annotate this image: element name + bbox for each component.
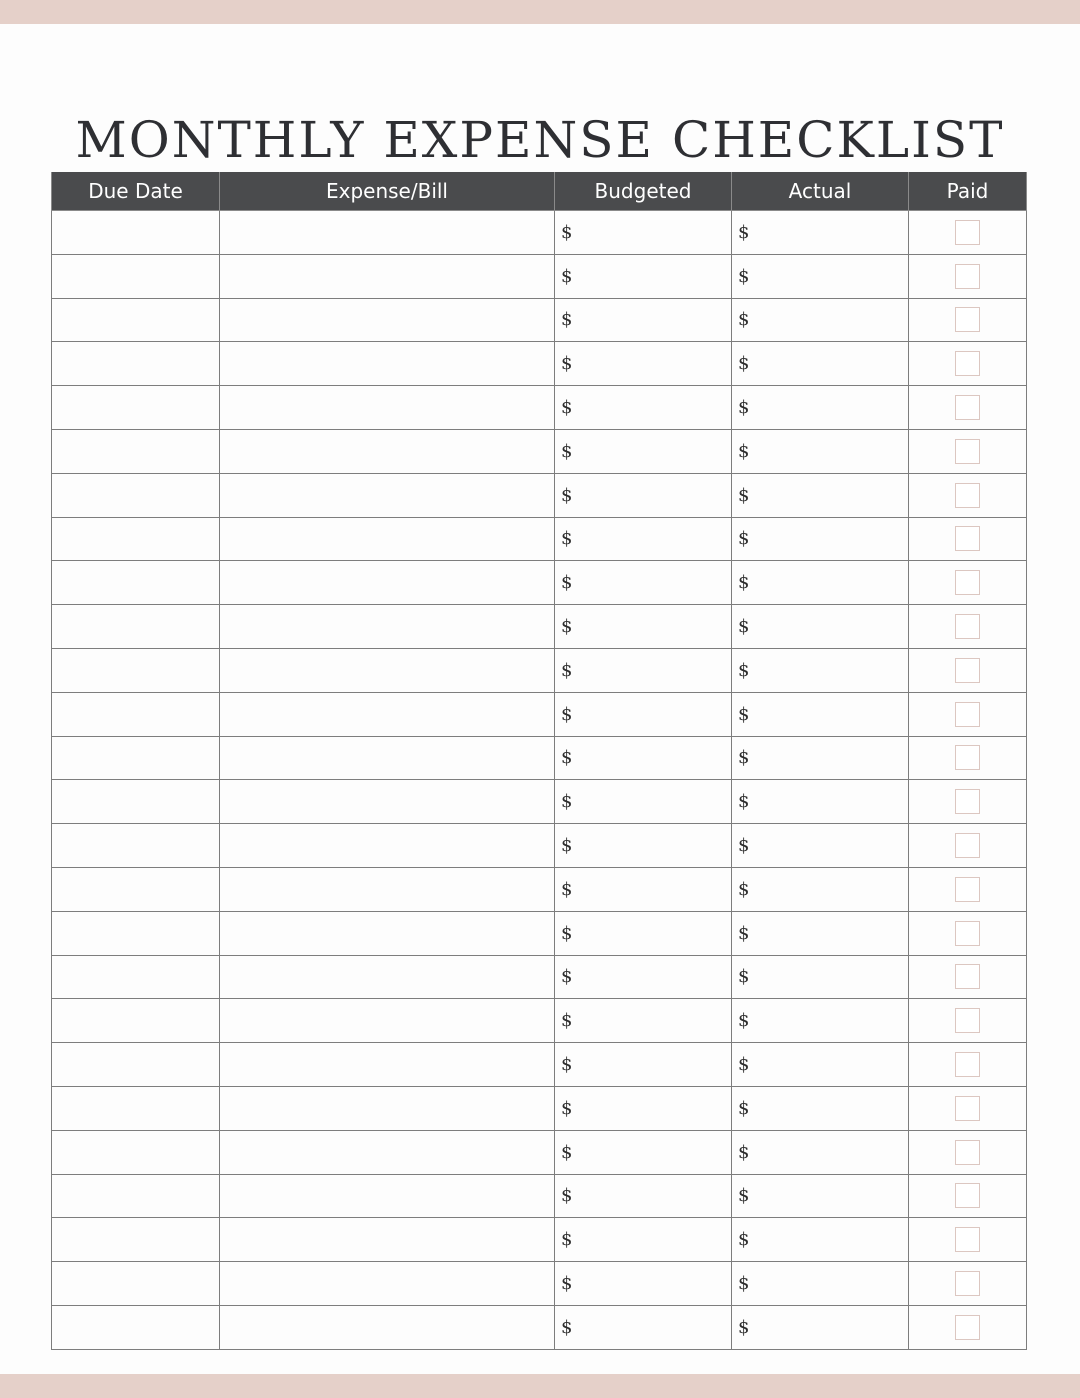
table-row	[52, 911, 1027, 955]
actual-cell[interactable]: $	[732, 780, 909, 824]
expense-bill-cell[interactable]	[220, 1218, 555, 1262]
due-date-cell[interactable]	[52, 1130, 220, 1174]
actual-cell[interactable]: $	[732, 1130, 909, 1174]
table-row	[52, 211, 1027, 255]
expense-bill-cell[interactable]	[220, 298, 555, 342]
paid-checkbox[interactable]	[955, 1315, 980, 1340]
paid-checkbox[interactable]	[955, 702, 980, 727]
expense-bill-cell[interactable]	[220, 1305, 555, 1349]
due-date-cell[interactable]	[52, 1218, 220, 1262]
expense-bill-cell[interactable]	[220, 561, 555, 605]
paid-checkbox[interactable]	[955, 789, 980, 814]
top-decorative-band	[0, 0, 1080, 24]
budgeted-cell[interactable]: $	[555, 1218, 732, 1262]
due-date-cell[interactable]	[52, 298, 220, 342]
expense-bill-cell[interactable]	[220, 999, 555, 1043]
paid-checkbox[interactable]	[955, 1008, 980, 1033]
paid-checkbox[interactable]	[955, 526, 980, 551]
actual-cell[interactable]: $	[732, 1262, 909, 1306]
paid-checkbox[interactable]	[955, 307, 980, 332]
expense-table	[51, 172, 1027, 1350]
paid-checkbox[interactable]	[955, 483, 980, 508]
due-date-cell[interactable]	[52, 473, 220, 517]
table-row	[52, 342, 1027, 386]
actual-cell[interactable]: $	[732, 692, 909, 736]
budgeted-cell[interactable]: $	[555, 911, 732, 955]
budgeted-cell[interactable]: $	[555, 429, 732, 473]
table-row	[52, 386, 1027, 430]
table-row	[52, 1086, 1027, 1130]
table-row	[52, 517, 1027, 561]
due-date-cell[interactable]	[52, 517, 220, 561]
actual-cell[interactable]: $	[732, 1174, 909, 1218]
actual-cell[interactable]: $	[732, 1086, 909, 1130]
budgeted-cell[interactable]: $	[555, 736, 732, 780]
due-date-cell[interactable]	[52, 429, 220, 473]
table-row	[52, 780, 1027, 824]
actual-cell[interactable]: $	[732, 911, 909, 955]
paid-cell	[909, 955, 1027, 999]
expense-bill-cell[interactable]	[220, 911, 555, 955]
table-row	[52, 824, 1027, 868]
paid-cell	[909, 561, 1027, 605]
budgeted-cell[interactable]: $	[555, 955, 732, 999]
actual-cell[interactable]: $	[732, 648, 909, 692]
paid-checkbox[interactable]	[955, 833, 980, 858]
paid-cell	[909, 517, 1027, 561]
actual-cell[interactable]: $	[732, 867, 909, 911]
table-row	[52, 429, 1027, 473]
paid-cell	[909, 867, 1027, 911]
expense-bill-cell[interactable]	[220, 1174, 555, 1218]
paid-checkbox[interactable]	[955, 921, 980, 946]
paid-cell	[909, 254, 1027, 298]
due-date-cell[interactable]	[52, 1086, 220, 1130]
budgeted-cell[interactable]: $	[555, 386, 732, 430]
expense-bill-cell[interactable]	[220, 1043, 555, 1087]
paid-checkbox[interactable]	[955, 1227, 980, 1252]
budgeted-cell[interactable]: $	[555, 1130, 732, 1174]
paid-cell	[909, 1262, 1027, 1306]
paid-checkbox[interactable]	[955, 877, 980, 902]
budgeted-cell[interactable]: $	[555, 342, 732, 386]
due-date-cell[interactable]	[52, 648, 220, 692]
budgeted-cell[interactable]: $	[555, 1305, 732, 1349]
expense-bill-cell[interactable]	[220, 254, 555, 298]
due-date-cell[interactable]	[52, 824, 220, 868]
due-date-cell[interactable]	[52, 605, 220, 649]
expense-bill-cell[interactable]	[220, 473, 555, 517]
expense-bill-cell[interactable]	[220, 824, 555, 868]
budgeted-cell[interactable]: $	[555, 780, 732, 824]
expense-bill-cell[interactable]	[220, 605, 555, 649]
due-date-cell[interactable]	[52, 254, 220, 298]
due-date-cell[interactable]	[52, 1043, 220, 1087]
paid-cell	[909, 692, 1027, 736]
paid-cell	[909, 1086, 1027, 1130]
table-row	[52, 692, 1027, 736]
table-row	[52, 736, 1027, 780]
due-date-cell[interactable]	[52, 911, 220, 955]
budgeted-cell[interactable]: $	[555, 824, 732, 868]
table-row	[52, 298, 1027, 342]
table-body	[52, 211, 1027, 1350]
paid-checkbox[interactable]	[955, 264, 980, 289]
table-row	[52, 999, 1027, 1043]
paid-checkbox[interactable]	[955, 395, 980, 420]
paid-checkbox[interactable]	[955, 1096, 980, 1121]
paid-cell	[909, 1043, 1027, 1087]
budgeted-cell[interactable]: $	[555, 517, 732, 561]
table-row	[52, 1043, 1027, 1087]
paid-cell	[909, 999, 1027, 1043]
paid-cell	[909, 605, 1027, 649]
paid-checkbox[interactable]	[955, 351, 980, 376]
budgeted-cell[interactable]: $	[555, 605, 732, 649]
due-date-cell[interactable]	[52, 692, 220, 736]
due-date-cell[interactable]	[52, 999, 220, 1043]
paid-checkbox[interactable]	[955, 1052, 980, 1077]
budgeted-cell[interactable]: $	[555, 692, 732, 736]
budgeted-cell[interactable]: $	[555, 1086, 732, 1130]
due-date-cell[interactable]	[52, 1262, 220, 1306]
expense-bill-cell[interactable]	[220, 429, 555, 473]
actual-cell[interactable]: $	[732, 955, 909, 999]
expense-bill-cell[interactable]	[220, 1130, 555, 1174]
due-date-cell[interactable]	[52, 561, 220, 605]
budgeted-cell[interactable]: $	[555, 473, 732, 517]
paid-cell	[909, 211, 1027, 255]
budgeted-cell[interactable]: $	[555, 1174, 732, 1218]
table-row	[52, 867, 1027, 911]
actual-cell[interactable]: $	[732, 736, 909, 780]
budgeted-cell[interactable]: $	[555, 298, 732, 342]
actual-cell[interactable]: $	[732, 429, 909, 473]
paid-checkbox[interactable]	[955, 964, 980, 989]
paid-cell	[909, 386, 1027, 430]
expense-bill-cell[interactable]	[220, 648, 555, 692]
table-row	[52, 1130, 1027, 1174]
paid-checkbox[interactable]	[955, 1183, 980, 1208]
paid-cell	[909, 473, 1027, 517]
budgeted-cell[interactable]: $	[555, 1262, 732, 1306]
paid-checkbox[interactable]	[955, 745, 980, 770]
budgeted-cell[interactable]: $	[555, 211, 732, 255]
actual-cell[interactable]: $	[732, 473, 909, 517]
budgeted-cell[interactable]: $	[555, 561, 732, 605]
table-row	[52, 1262, 1027, 1306]
actual-cell[interactable]: $	[732, 824, 909, 868]
budgeted-cell[interactable]: $	[555, 254, 732, 298]
budgeted-cell[interactable]: $	[555, 1043, 732, 1087]
paid-checkbox[interactable]	[955, 570, 980, 595]
actual-cell[interactable]: $	[732, 211, 909, 255]
expense-bill-cell[interactable]	[220, 1262, 555, 1306]
paid-cell	[909, 342, 1027, 386]
paid-cell	[909, 298, 1027, 342]
actual-cell[interactable]: $	[732, 1305, 909, 1349]
paid-cell	[909, 1130, 1027, 1174]
due-date-cell[interactable]	[52, 780, 220, 824]
table-row	[52, 1305, 1027, 1349]
expense-bill-cell[interactable]	[220, 867, 555, 911]
paid-checkbox[interactable]	[955, 220, 980, 245]
actual-cell[interactable]: $	[732, 342, 909, 386]
actual-cell[interactable]: $	[732, 999, 909, 1043]
paid-cell	[909, 824, 1027, 868]
actual-cell[interactable]: $	[732, 298, 909, 342]
due-date-cell[interactable]	[52, 955, 220, 999]
due-date-cell[interactable]	[52, 736, 220, 780]
due-date-cell[interactable]	[52, 1305, 220, 1349]
paid-checkbox[interactable]	[955, 439, 980, 464]
expense-bill-cell[interactable]	[220, 342, 555, 386]
header-expense-bill: Expense/Bill	[220, 172, 555, 211]
expense-bill-cell[interactable]	[220, 780, 555, 824]
paid-checkbox[interactable]	[955, 1271, 980, 1296]
header-actual: Actual	[732, 172, 909, 211]
actual-cell[interactable]: $	[732, 605, 909, 649]
actual-cell[interactable]: $	[732, 1218, 909, 1262]
paid-cell	[909, 1218, 1027, 1262]
expense-bill-cell[interactable]	[220, 386, 555, 430]
budgeted-cell[interactable]: $	[555, 867, 732, 911]
table-row	[52, 955, 1027, 999]
paid-cell	[909, 736, 1027, 780]
actual-cell[interactable]: $	[732, 561, 909, 605]
expense-bill-cell[interactable]	[220, 692, 555, 736]
page-title: MONTHLY EXPENSE CHECKLIST	[75, 110, 1005, 169]
header-paid: Paid	[909, 172, 1027, 211]
due-date-cell[interactable]	[52, 867, 220, 911]
table-row	[52, 648, 1027, 692]
table-row	[52, 1174, 1027, 1218]
due-date-cell[interactable]	[52, 386, 220, 430]
bottom-decorative-band	[0, 1374, 1080, 1398]
due-date-cell[interactable]	[52, 211, 220, 255]
table-row	[52, 254, 1027, 298]
due-date-cell[interactable]	[52, 1174, 220, 1218]
paid-cell	[909, 429, 1027, 473]
due-date-cell[interactable]	[52, 342, 220, 386]
paid-cell	[909, 780, 1027, 824]
expense-bill-cell[interactable]	[220, 955, 555, 999]
paid-cell	[909, 648, 1027, 692]
budgeted-cell[interactable]: $	[555, 648, 732, 692]
paid-checkbox[interactable]	[955, 1140, 980, 1165]
header-due-date: Due Date	[52, 172, 220, 211]
expense-bill-cell[interactable]	[220, 1086, 555, 1130]
table-row	[52, 605, 1027, 649]
paid-checkbox[interactable]	[955, 658, 980, 683]
expense-bill-cell[interactable]	[220, 211, 555, 255]
table-row	[52, 561, 1027, 605]
actual-cell[interactable]: $	[732, 254, 909, 298]
table-row	[52, 473, 1027, 517]
actual-cell[interactable]: $	[732, 1043, 909, 1087]
actual-cell[interactable]: $	[732, 517, 909, 561]
paid-cell	[909, 1174, 1027, 1218]
paid-checkbox[interactable]	[955, 614, 980, 639]
budgeted-cell[interactable]: $	[555, 999, 732, 1043]
paid-cell	[909, 1305, 1027, 1349]
expense-bill-cell[interactable]	[220, 517, 555, 561]
table-row	[52, 1218, 1027, 1262]
header-budgeted: Budgeted	[555, 172, 732, 211]
paid-cell	[909, 911, 1027, 955]
actual-cell[interactable]: $	[732, 386, 909, 430]
table-header-row	[52, 172, 1027, 211]
expense-bill-cell[interactable]	[220, 736, 555, 780]
